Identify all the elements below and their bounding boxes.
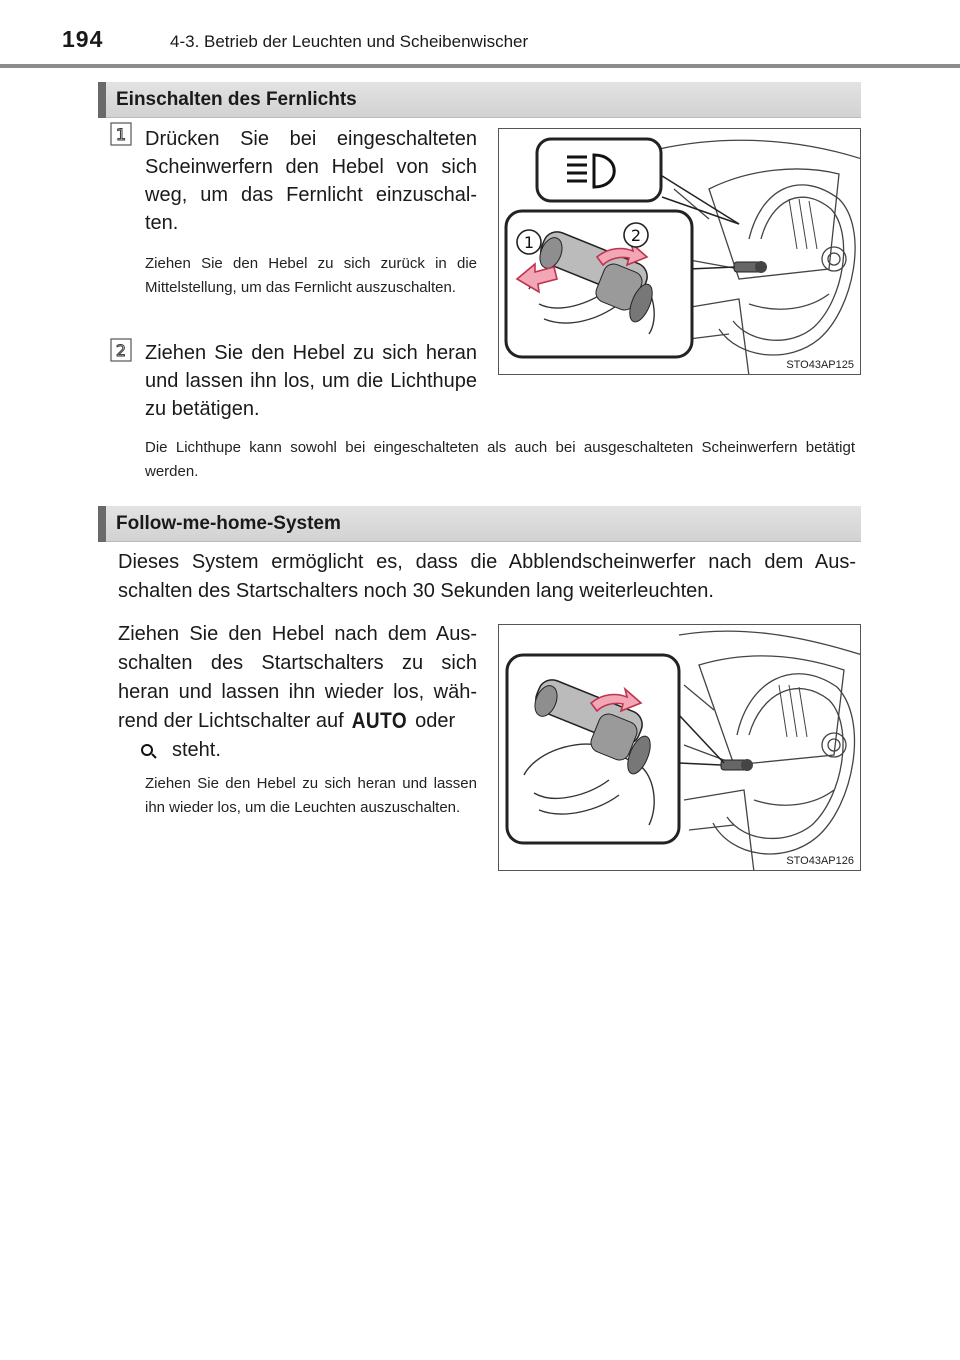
instruction-text-part3: steht. — [172, 739, 221, 761]
follow-me-home-note: Ziehen Sie den Hebel zu sich heran und lassen ihn wieder los, um die Leuchten auszuschalten. — [145, 775, 477, 816]
headlight-symbol-icon — [138, 741, 160, 761]
follow-me-home-intro: Dieses System ermöglicht es, dass die Abblendscheinwerfer nach dem Aus-schalten des Startschalters noch 30 Sekunden lang weiterleuchten. — [118, 551, 856, 602]
section-header-high-beam — [98, 82, 861, 118]
svg-text:2: 2 — [630, 226, 642, 245]
step-1-text: Drücken Sie bei eingeschalteten Scheinwerfern den Hebel von sich weg, um das Fernlicht einzuschal-ten. — [145, 128, 477, 234]
step-2-text: Ziehen Sie den Hebel zu sich heran und lassen ihn los, um die Lichthupe zu betätigen. — [145, 342, 477, 420]
figure-high-beam-lever — [498, 128, 861, 375]
figure-code: STO43AP125 — [786, 359, 854, 371]
section-title: Einschalten des Fernlichts — [116, 89, 357, 110]
follow-me-home-instruction — [118, 620, 477, 765]
header-rule — [0, 64, 960, 68]
step-1-note: Ziehen Sie den Hebel zu sich zurück in die Mittelstellung, um das Fernlicht auszuschalten. — [145, 255, 477, 296]
instruction-text-part2: oder — [415, 710, 456, 732]
svg-text:2: 2 — [115, 341, 127, 360]
chapter-title: 4-3. Betrieb der Leuchten und Scheibenwischer — [170, 32, 529, 51]
section-header-follow-me-home — [98, 506, 861, 542]
figure-follow-me-home-lever — [498, 624, 861, 871]
step-1-badge-icon — [110, 122, 132, 146]
instruction-text-part1: Ziehen Sie den Hebel nach dem Aus-schalten des Startschalters zu sich heran und lassen ihn wieder los, wäh-rend der Lichtschalter auf — [118, 623, 477, 732]
figure-code: STO43AP126 — [786, 855, 854, 867]
svg-text:1: 1 — [523, 233, 535, 252]
section-title: Follow-me-home-System — [116, 513, 341, 534]
lever-illustration — [499, 129, 861, 375]
auto-symbol-icon: AUTO — [351, 709, 408, 734]
step-2-note: Die Lichthupe kann sowohl bei eingeschalteten als auch bei ausgeschalteten Scheinwerfern betätigt werden. — [145, 439, 855, 480]
lever-illustration-2 — [499, 625, 861, 871]
page-number: 194 — [62, 26, 104, 52]
step-2-badge-icon — [110, 338, 132, 362]
svg-text:1: 1 — [115, 125, 127, 144]
